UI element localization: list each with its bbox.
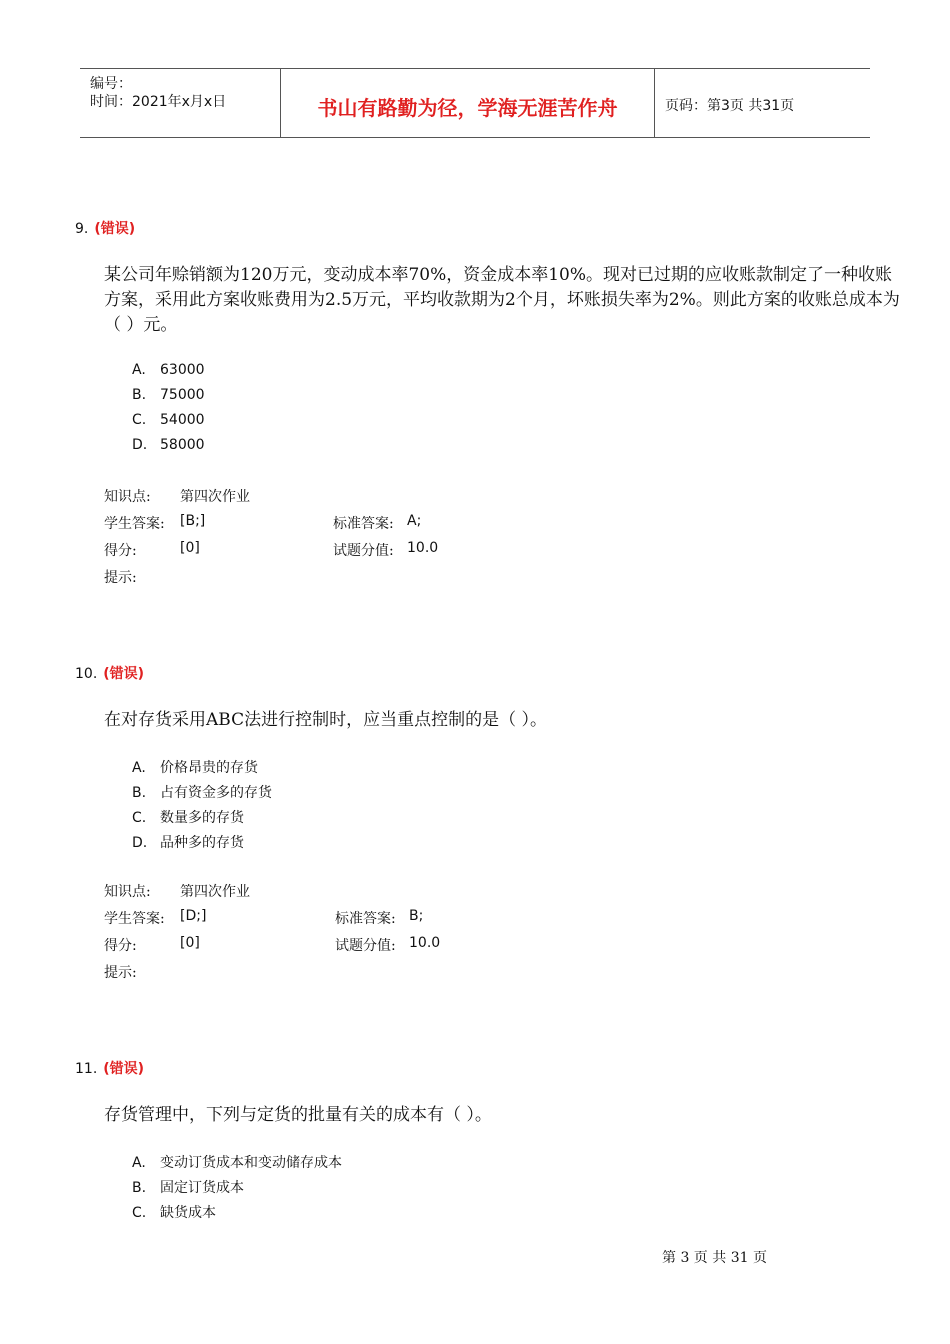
number-label: 编号： — [90, 76, 132, 92]
option-a — [132, 1152, 342, 1172]
option-text: 变动订货成本和变动储存成本 — [160, 1155, 342, 1171]
option-text: 缺货成本 — [160, 1205, 216, 1221]
hint-label: 提示: — [104, 965, 137, 981]
question-text: 在对存货采用ABC法进行控制时，应当重点控制的是（ ）。 — [104, 710, 547, 730]
option-c — [132, 807, 244, 827]
points-value: 10.0 — [407, 540, 439, 556]
option-text: 75000 — [160, 387, 205, 403]
status-badge: (错误) — [94, 221, 136, 237]
question-index: 10. — [75, 666, 98, 682]
option-text: 54000 — [160, 412, 205, 428]
option-b — [132, 1177, 244, 1197]
option-text: 数量多的存货 — [160, 810, 244, 826]
header-meta-cell — [80, 69, 281, 137]
option-letter: D. — [132, 437, 148, 453]
option-letter: D. — [132, 835, 148, 851]
hint-label: 提示: — [104, 570, 137, 586]
student-answer-value: [D;] — [180, 908, 207, 924]
standard-answer-value: A; — [407, 513, 422, 529]
question-number — [75, 218, 135, 238]
option-letter: C. — [132, 810, 147, 826]
knowledge-value: 第四次作业 — [180, 884, 250, 900]
question-text: 某公司年赊销额为120万元，变动成本率70%，资金成本率10%。现对已过期的应收账款制定了一种收账方案，采用此方案收账费用为2.5万元，平均收款期为2个月，坏账损失率为2%。则此方案的收账总成本为（ ）元。 — [104, 265, 900, 335]
student-answer-value: [B;] — [180, 513, 206, 529]
option-text: 63000 — [160, 362, 205, 378]
option-text: 58000 — [160, 437, 205, 453]
option-text: 品种多的存货 — [160, 835, 244, 851]
standard-answer-value: B; — [409, 908, 424, 924]
option-c — [132, 1202, 216, 1222]
option-text: 价格昂贵的存货 — [160, 760, 258, 776]
status-badge: (错误) — [103, 1061, 145, 1077]
option-letter: B. — [132, 387, 147, 403]
option-d — [132, 437, 205, 453]
page-footer: 第 3 页 共 31 页 — [662, 1250, 767, 1266]
option-text: 固定订货成本 — [160, 1180, 244, 1196]
score-label: 得分: — [104, 543, 137, 559]
option-letter: B. — [132, 785, 147, 801]
knowledge-label: 知识点: — [104, 489, 151, 505]
score-label: 得分: — [104, 938, 137, 954]
knowledge-value: 第四次作业 — [180, 489, 250, 505]
option-letter: C. — [132, 1205, 147, 1221]
question-index: 9. — [75, 221, 89, 237]
status-badge: (错误) — [103, 666, 145, 682]
student-answer-label: 学生答案: — [104, 911, 165, 927]
points-label: 试题分值: — [335, 938, 396, 954]
header-page-cell — [655, 69, 870, 137]
page-header — [80, 68, 870, 138]
option-text: 占有资金多的存货 — [160, 785, 272, 801]
option-a — [132, 757, 258, 777]
option-d — [132, 832, 244, 852]
question-text: 存货管理中，下列与定货的批量有关的成本有（ ）。 — [104, 1105, 492, 1125]
standard-answer-label: 标准答案: — [335, 911, 396, 927]
question-number — [75, 663, 144, 683]
time-label: 时间：2021年x月x日 — [90, 94, 227, 110]
option-c — [132, 412, 205, 428]
option-a — [132, 362, 205, 378]
option-letter: B. — [132, 1180, 147, 1196]
option-letter: A. — [132, 760, 146, 776]
option-letter: C. — [132, 412, 147, 428]
knowledge-label: 知识点: — [104, 884, 151, 900]
option-letter: A. — [132, 362, 146, 378]
question-index: 11. — [75, 1061, 98, 1077]
points-label: 试题分值: — [333, 543, 394, 559]
header-motto-cell — [281, 69, 655, 137]
option-b — [132, 387, 205, 403]
page-info: 页码：第3页 共31页 — [665, 98, 795, 114]
standard-answer-label: 标准答案: — [333, 516, 394, 532]
points-value: 10.0 — [409, 935, 441, 951]
option-b — [132, 782, 272, 802]
motto: 书山有路勤为径，学海无涯苦作舟 — [317, 96, 618, 120]
student-answer-label: 学生答案: — [104, 516, 165, 532]
score-value: [0] — [180, 935, 200, 951]
option-letter: A. — [132, 1155, 146, 1171]
score-value: [0] — [180, 540, 200, 556]
question-number — [75, 1058, 144, 1078]
